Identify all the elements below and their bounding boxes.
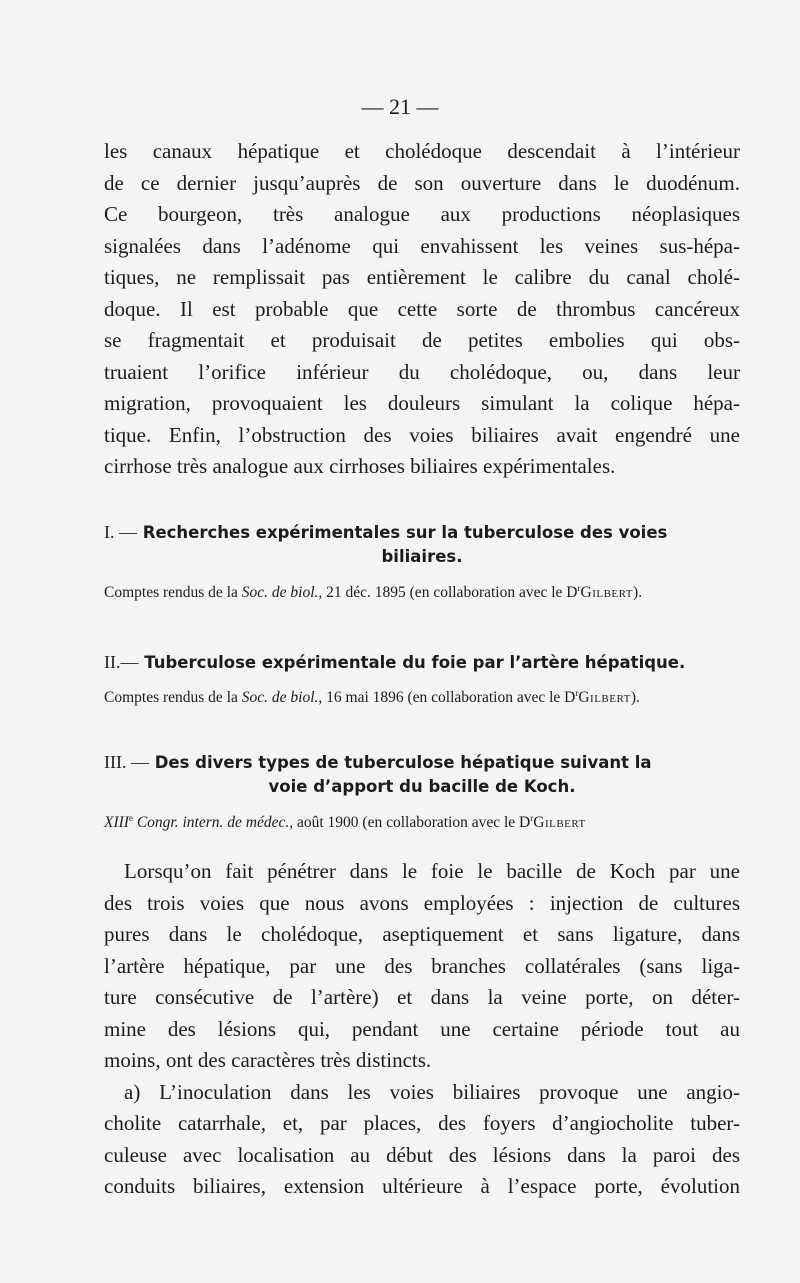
section-title: Des divers types de tuberculose hépatique suivant la [154, 753, 652, 772]
citation-end: ). [633, 584, 643, 601]
page-number: — 21 — [361, 94, 439, 119]
text-line: Ce bourgeon, très analogue aux productions néoplasiques [104, 202, 740, 226]
citation-prefix: XIII [104, 814, 129, 831]
citation-prefix: Comptes rendus de la [104, 689, 238, 706]
text-line: de ce dernier jusqu’auprès de son ouverture dans le duodénum. [104, 170, 740, 195]
citation-sup: r [575, 687, 579, 698]
citation-journal: Congr. intern. de médec. [136, 814, 290, 831]
citation-author: Gilbert [578, 689, 631, 706]
text-line: pures dans le cholédoque, aseptiquement et sans ligature, dans [104, 922, 740, 946]
section-title-continued: biliaires. [381, 547, 463, 566]
section-title: Recherches expérimentales sur la tuberculose des voies [142, 523, 668, 542]
text-line: truaient l’orifice inférieur du cholédoque, ou, dans leur [104, 359, 740, 384]
text-line: a) L’inoculation dans les voies biliaires provoque une angio- [124, 1079, 740, 1104]
text-line: cholite catarrhale, et, par places, des foyers d’angiocholite tuber- [104, 1111, 740, 1135]
text-line: les canaux hépatique et cholédoque descendait à l’intérieur [104, 139, 740, 163]
text-line: signalées dans l’adénome qui envahissent les veines sus-hépa- [104, 233, 740, 258]
text-line: moins, ont des caractères très distincts. [104, 1048, 432, 1072]
text-line: doque. Il est probable que cette sorte de thrombus cancéreux [104, 296, 740, 321]
text-line: Lorsqu’on fait pénétrer dans le foie le bacille de Koch par une [124, 859, 740, 883]
intro-paragraph [104, 136, 740, 483]
section-title-continued: voie d’apport du bacille de Koch. [268, 777, 576, 796]
section-number: III. — [104, 752, 149, 772]
citation-details: , 21 déc. 1895 (en collaboration avec le D [318, 584, 578, 601]
citation-2 [104, 687, 740, 709]
citation-sup: r [530, 812, 534, 823]
text-line: ture consécutive de l’artère) et dans la veine porte, on déter- [104, 985, 740, 1009]
text-line: migration, provoquaient les douleurs simulant la colique hépa- [104, 391, 740, 415]
text-line: conduits biliaires, extension ultérieure à l’espace porte, évolution [104, 1174, 740, 1198]
text-line: tiques, ne remplissait pas entièrement le calibre du canal cholé- [104, 265, 740, 289]
text-line: mine des lésions qui, pendant une certaine période tout au [104, 1016, 740, 1041]
citation-details: , 16 mai 1896 (en collaboration avec le D [318, 689, 576, 706]
citation-details: , août 1900 (en collaboration avec le D [289, 814, 531, 831]
section-number: II.— [104, 652, 139, 672]
citation-author: Gilbert [533, 814, 586, 831]
text-line: culeuse avec localisation au début des lésions dans la paroi des [104, 1142, 740, 1167]
text-line: cirrhose très analogue aux cirrhoses biliaires expérimentales. [104, 454, 616, 478]
text-line: des trois voies que nous avons employées : injection de cultures [104, 890, 740, 915]
citation-author: Gilbert [580, 584, 634, 601]
citation-1 [104, 582, 740, 604]
citation-journal: Soc. de biol. [241, 584, 319, 601]
citation-3 [104, 812, 740, 834]
section-heading-2 [104, 650, 740, 675]
text-line: l’artère hépatique, par une des branches collatérales (sans liga- [104, 953, 740, 978]
text-line: tique. Enfin, l’obstruction des voies biliaires avait engendré une [104, 422, 740, 447]
text-line: se fragmentait et produisait de petites embolies qui obs- [104, 328, 740, 352]
section-heading-3 [104, 750, 740, 799]
citation-sup: r [577, 582, 581, 593]
body-paragraph [104, 856, 740, 1203]
citation-prefix-sup: e [128, 812, 133, 823]
citation-end: ). [630, 689, 640, 706]
section-number: I. — [104, 522, 137, 542]
citation-prefix: Comptes rendus de la [104, 584, 238, 601]
citation-journal: Soc. de biol. [241, 689, 319, 706]
section-title: Tuberculose expérimentale du foie par l’artère hépatique. [144, 653, 686, 672]
section-heading-1 [104, 520, 740, 569]
